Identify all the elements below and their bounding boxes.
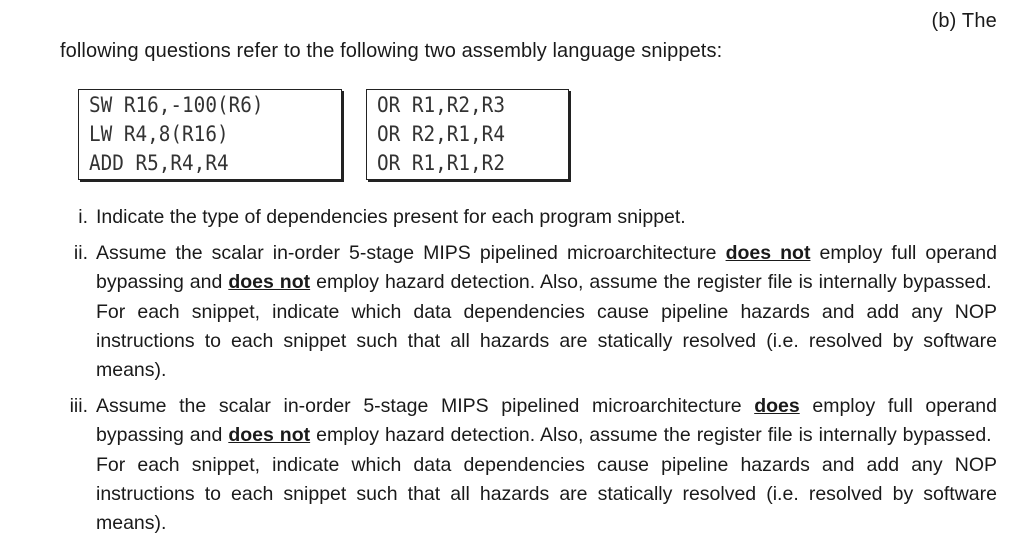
emphasis-text: does not xyxy=(725,242,811,264)
question-text: Indicate the type of dependencies present for each program snippet. xyxy=(96,206,686,228)
question-text: Assume the scalar in-order 5-stage MIPS pipelined microarchitecture xyxy=(96,242,726,264)
question-number: i. xyxy=(78,206,88,228)
question-text: employ full operand bypassing and xyxy=(96,395,997,447)
question-i xyxy=(96,203,997,232)
code-line: OR R1,R1,R2 xyxy=(377,151,505,175)
code-line: ADD R5,R4,R4 xyxy=(89,151,229,175)
emphasis-text: does not xyxy=(228,424,311,447)
code-snippet-b xyxy=(366,89,569,180)
emphasis-text: does xyxy=(754,395,800,417)
question-text: employ hazard detection. Also, assume the register file is internally bypassed. For each snippet, indicate which data dependencies cause pipeline hazards and add any NOP instructions to each snippet such that all hazards are statically resolved (i.e. resolved by software means). xyxy=(96,271,997,382)
question-text: employ hazard detection. Also, assume the register file is internally bypassed. For each snippet, indicate which data dependencies cause pipeline hazards and add any NOP instructions to each snippet such that all hazards are statically resolved (i.e. resolved by software means). xyxy=(96,424,997,535)
code-line: LW R4,8(R16) xyxy=(89,122,229,146)
question-text: Assume the scalar in-order 5-stage MIPS pipelined microarchitecture xyxy=(96,395,755,417)
code-line: SW R16,-100(R6) xyxy=(89,93,264,117)
code-line: OR R2,R1,R4 xyxy=(377,122,505,146)
question-number: ii. xyxy=(73,242,88,264)
emphasis-text: does not xyxy=(228,271,311,294)
question-ii xyxy=(96,239,997,385)
code-line: OR R1,R2,R3 xyxy=(377,93,505,117)
question-iii xyxy=(96,392,997,538)
question-number: iii. xyxy=(69,395,88,417)
intro-text: following questions refer to the following two assembly language snippets: xyxy=(60,40,723,62)
question-text: employ full operand bypassing and xyxy=(96,242,997,294)
part-label: (b) The xyxy=(931,10,997,32)
code-snippet-a xyxy=(78,89,342,180)
